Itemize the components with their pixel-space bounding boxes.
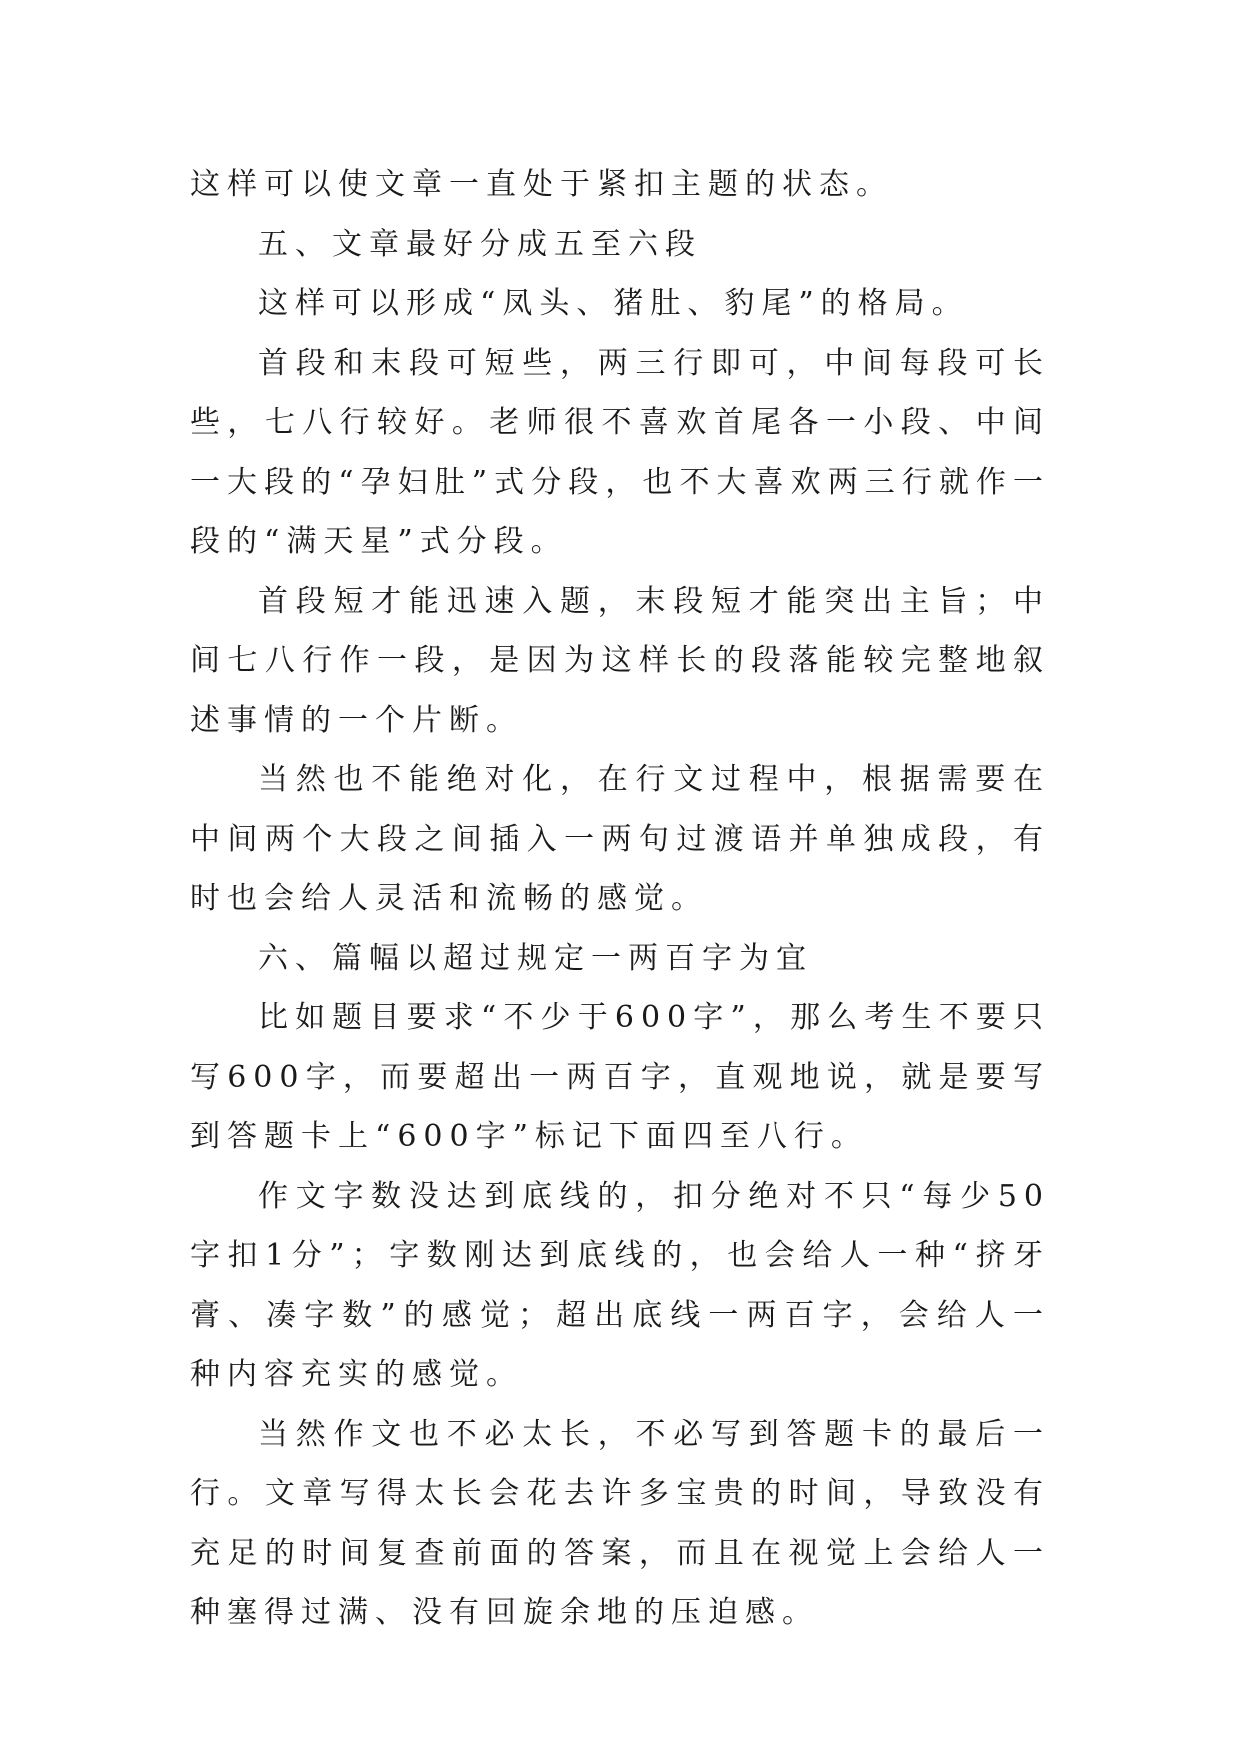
- paragraph-example: 比如题目要求“不少于600字”，那么考生不要只写600字，而要超出一两百字，直观地说，就是要写到答题卡上“600字”标记下面四至八行。: [190, 1000, 1050, 1154]
- document-body: [190, 155, 1050, 1643]
- paragraph-deduction: 作文字数没达到底线的，扣分绝对不只“每少50字扣1分”；字数刚达到底线的，也会给人一种“挤牙膏、凑字数”的感觉；超出底线一两百字，会给人一种内容充实的感觉。: [190, 1178, 1050, 1392]
- paragraph-flexible: 当然也不能绝对化，在行文过程中，根据需要在中间两个大段之间插入一两句过渡语并单独成段，有时也会给人灵活和流畅的感觉。: [190, 762, 1050, 916]
- section-heading-six: 六、篇幅以超过规定一两百字为宜: [258, 940, 813, 976]
- paragraph-continuation: 这样可以使文章一直处于紧扣主题的状态。: [190, 167, 893, 202]
- section-heading-five: 五、文章最好分成五至六段: [258, 226, 702, 262]
- paragraph-not-too-long: 当然作文也不必太长，不必写到答题卡的最后一行。文章写得太长会花去许多宝贵的时间，导致没有充足的时间复查前面的答案，而且在视觉上会给人一种塞得过满、没有回旋余地的压迫感。: [190, 1416, 1050, 1630]
- paragraph-pattern: 这样可以形成“凤头、猪肚、豹尾”的格局。: [258, 286, 969, 321]
- paragraph-reason: 首段短才能迅速入题，末段短才能突出主旨；中间七八行作一段，是因为这样长的段落能较完整地叙述事情的一个片断。: [190, 583, 1050, 738]
- paragraph-length: 首段和末段可短些，两三行即可，中间每段可长些，七八行较好。老师很不喜欢首尾各一小段、中间一大段的“孕妇肚”式分段，也不大喜欢两三行就作一段的“满天星”式分段。: [190, 345, 1050, 559]
